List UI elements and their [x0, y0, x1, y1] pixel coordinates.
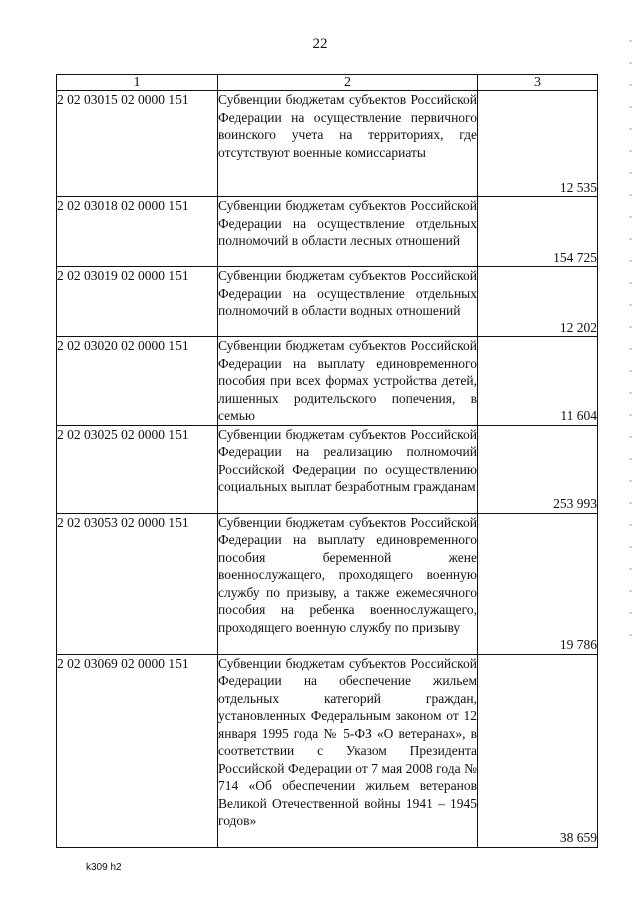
- budget-description: Субвенции бюджетам субъектов Российской Федерации на реализацию полномочий Российской Федерации по осуществлению социальных выплат безработным гражданам: [218, 425, 478, 513]
- scan-edge-marks: [629, 40, 632, 640]
- budget-amount: 12 535: [478, 91, 598, 197]
- column-header-3: 3: [478, 75, 598, 91]
- budget-description: Субвенции бюджетам субъектов Российской Федерации на осуществление отдельных полномочий в области водных отношений: [218, 267, 478, 337]
- table-row: [57, 654, 598, 847]
- footer-document-code: k309 h2: [86, 862, 122, 873]
- budget-code: 2 02 03018 02 0000 151: [57, 197, 218, 267]
- table-row: [57, 513, 598, 654]
- budget-code: 2 02 03069 02 0000 151: [57, 654, 218, 847]
- budget-amount: 19 786: [478, 513, 598, 654]
- budget-description: Субвенции бюджетам субъектов Российской Федерации на осуществление отдельных полномочий в области лесных отношений: [218, 197, 478, 267]
- budget-description: Субвенции бюджетам субъектов Российской Федерации на осуществление первичного воинского учета на территориях, где отсутствуют военные комиссариаты: [218, 91, 478, 197]
- budget-code: 2 02 03015 02 0000 151: [57, 91, 218, 197]
- budget-code: 2 02 03053 02 0000 151: [57, 513, 218, 654]
- table-row: [57, 267, 598, 337]
- budget-code: 2 02 03025 02 0000 151: [57, 425, 218, 513]
- page-number: 22: [312, 36, 328, 52]
- budget-amount: 11 604: [478, 337, 598, 426]
- budget-description: Субвенции бюджетам субъектов Российской Федерации на выплату единовременного пособия при всех формах устройства детей, лишенных родительского попечения, в семью: [218, 338, 477, 423]
- column-header-1: 1: [57, 75, 218, 91]
- budget-description: Субвенции бюджетам субъектов Российской Федерации на обеспечение жильем отдельных категорий граждан, установленных Федеральным законом от 12 января 1995 года № 5-ФЗ «О ветеранах», в соответствии с Указом Президента Российской Федерации от 7 мая 2008 года № 714 «Об обеспечении жильем ветеранов Великой Отечественной войны 1941 – 1945 годов»: [218, 654, 478, 847]
- table-row: [57, 91, 598, 197]
- budget-code: 2 02 03020 02 0000 151: [57, 337, 218, 426]
- column-header-2: 2: [218, 75, 478, 91]
- table-row: [57, 337, 598, 426]
- budget-amount: 154 725: [478, 197, 598, 267]
- table-row: [57, 425, 598, 513]
- table-header-row: [57, 75, 598, 91]
- budget-code: 2 02 03019 02 0000 151: [57, 267, 218, 337]
- budget-amount: 38 659: [478, 654, 598, 847]
- budget-table: [56, 74, 598, 848]
- budget-description: Субвенции бюджетам субъектов Российской Федерации на выплату единовременного пособия беременной жене военнослужащего, проходящего военную службу по призыву, а также ежемесячного пособия на ребенка военнослужащего, проходящего военную службу по призыву: [218, 513, 478, 654]
- table-row: [57, 197, 598, 267]
- budget-amount: 253 993: [478, 425, 598, 513]
- budget-amount: 12 202: [478, 267, 598, 337]
